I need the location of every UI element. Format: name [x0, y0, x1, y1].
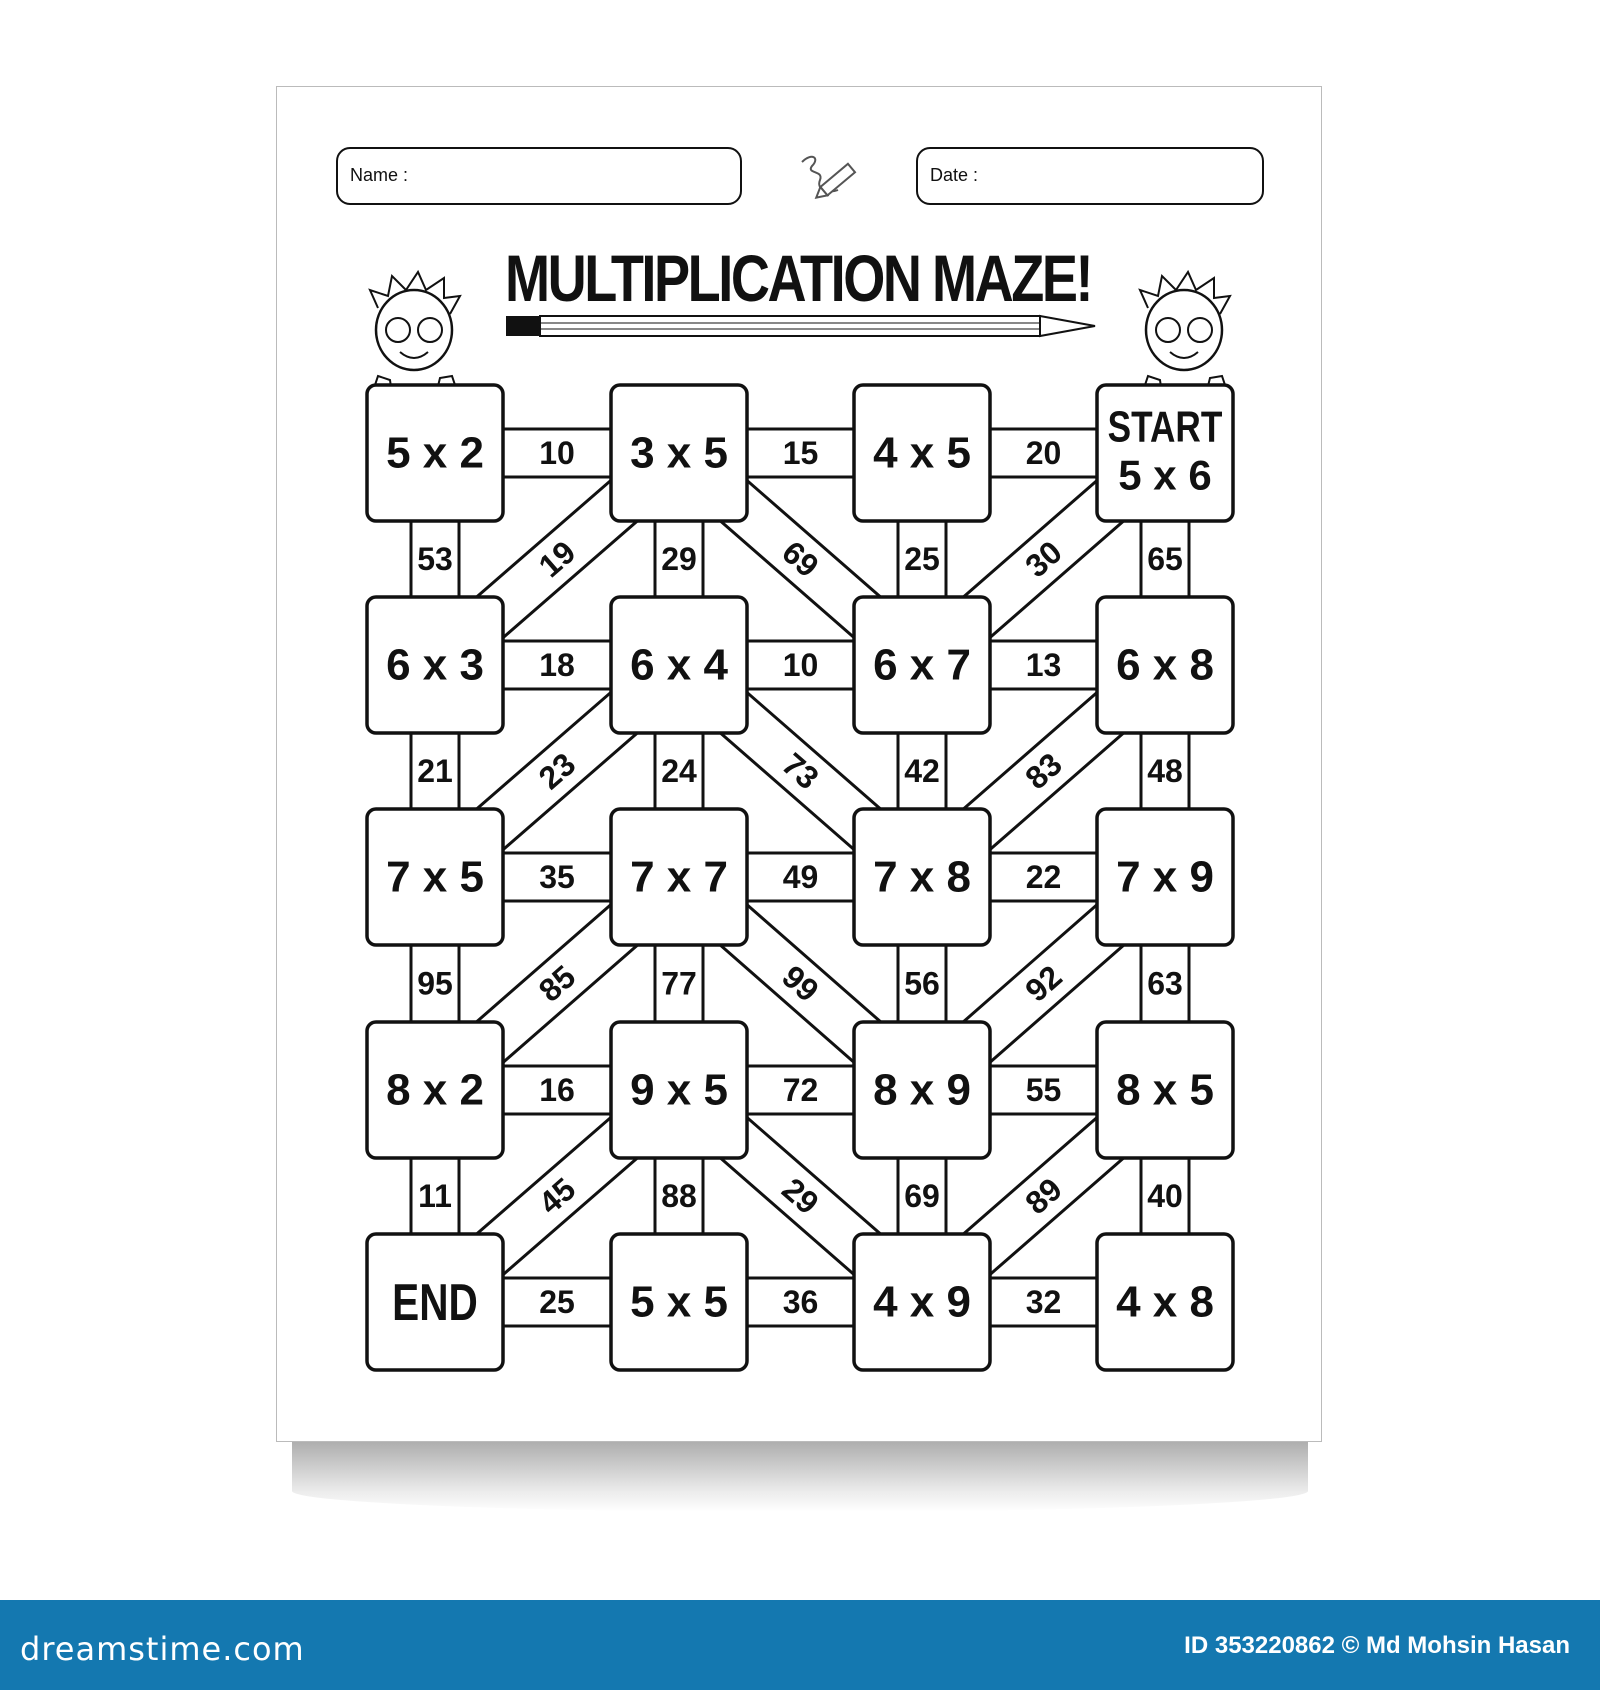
diagonal-path-label: 99 [775, 958, 826, 1009]
vertical-path-label: 11 [418, 1178, 452, 1214]
diagonal-path-label: 85 [531, 958, 583, 1009]
vertical-path-label: 42 [904, 753, 940, 789]
vertical-path-label: 65 [1147, 541, 1183, 577]
diagonal-path-label: 19 [531, 533, 583, 585]
vertical-path-label: 29 [661, 541, 697, 577]
vertical-path-label: 21 [417, 753, 453, 789]
horizontal-path-label: 32 [1025, 1284, 1062, 1320]
horizontal-path-label: 18 [539, 647, 575, 683]
diagonal-path-label: 89 [1018, 1170, 1069, 1222]
vertical-path-label: 53 [417, 541, 453, 577]
vertical-path-label: 48 [1147, 753, 1183, 789]
worksheet-title: MULTIPLICATION MAZE! [505, 241, 1092, 315]
diagonal-path-label: 83 [1018, 745, 1069, 797]
box-problem: 4 x 9 [873, 1277, 971, 1327]
box-problem: 6 x 3 [386, 640, 484, 690]
box-problem: 5 x 6 [1118, 451, 1212, 499]
box-problem: 8 x 2 [386, 1065, 484, 1115]
vertical-path-label: 24 [661, 753, 697, 789]
box-problem: 7 x 5 [386, 852, 484, 902]
box-problem: 4 x 5 [873, 428, 971, 478]
brand-logo[interactable]: dreamstime.com [20, 1630, 305, 1668]
box-problem: 4 x 8 [1116, 1277, 1214, 1327]
vertical-path-label: 88 [661, 1178, 697, 1214]
diagonal-path-label: 45 [531, 1170, 583, 1222]
diagonal-path-label: 23 [531, 745, 583, 797]
diagonal-path-label: 69 [775, 533, 826, 585]
diagonal-path-label: 92 [1018, 958, 1069, 1009]
horizontal-path-label: 15 [782, 435, 819, 471]
box-problem: 7 x 7 [630, 852, 728, 902]
horizontal-path-label: 10 [782, 647, 819, 683]
box-problem: 6 x 7 [873, 640, 971, 690]
diagonal-path-label: 30 [1018, 533, 1069, 585]
horizontal-path-label: 20 [1025, 435, 1062, 471]
vertical-path-label: 63 [1147, 965, 1183, 1002]
box-problem: 9 x 5 [630, 1065, 728, 1115]
horizontal-path-label: 55 [1025, 1072, 1062, 1108]
vertical-path-label: 77 [661, 965, 697, 1002]
start-label: START [1107, 402, 1223, 452]
name-label: Name : [350, 165, 409, 185]
vertical-path-label: 40 [1147, 1178, 1183, 1214]
end-label: END [392, 1273, 478, 1331]
box-problem: 8 x 5 [1116, 1065, 1214, 1115]
horizontal-path-label: 10 [539, 435, 575, 471]
horizontal-path-label: 22 [1025, 859, 1062, 895]
footer-bar [0, 1600, 1600, 1690]
horizontal-path-label: 16 [539, 1072, 575, 1108]
diagonal-path-label: 73 [775, 745, 826, 797]
box-problem: 5 x 5 [630, 1277, 728, 1327]
horizontal-path-label: 13 [1025, 647, 1062, 683]
date-label: Date : [930, 165, 979, 185]
image-credit: ID 353220862 © Md Mohsin Hasan [1184, 1632, 1570, 1659]
horizontal-path-label: 36 [782, 1284, 819, 1320]
horizontal-path-label: 25 [539, 1284, 575, 1320]
vertical-path-label: 69 [904, 1178, 940, 1214]
box-problem: 8 x 9 [873, 1065, 971, 1115]
box-problem: 7 x 8 [873, 852, 971, 902]
vertical-path-label: 95 [417, 965, 453, 1002]
horizontal-path-label: 72 [782, 1072, 819, 1108]
horizontal-path-label: 35 [539, 859, 575, 895]
box-problem: 5 x 2 [386, 428, 484, 478]
box-problem: 6 x 4 [630, 640, 728, 690]
box-problem: 7 x 9 [1116, 852, 1214, 902]
vertical-path-label: 25 [904, 541, 940, 577]
horizontal-path-label: 49 [782, 859, 819, 895]
vertical-path-label: 56 [904, 965, 940, 1002]
box-problem: 3 x 5 [630, 428, 728, 478]
diagonal-path-label: 29 [775, 1170, 826, 1222]
box-problem: 6 x 8 [1116, 640, 1214, 690]
